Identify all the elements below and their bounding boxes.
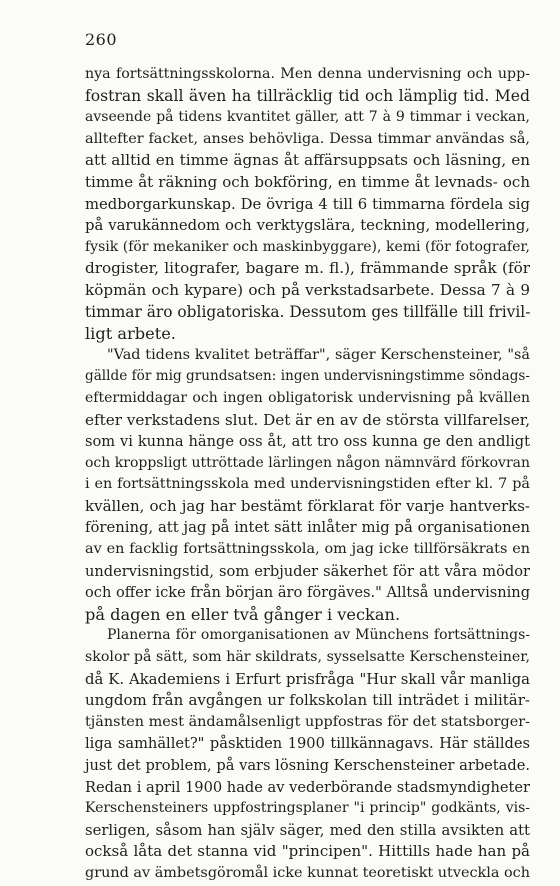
text-line: och kroppsligt uttröttade lärlingen någon nämnvärd förkovran [85, 454, 530, 471]
text-line: förening, att jag på intet sätt inlåter mig på organisationen [85, 519, 530, 537]
text-line: medborgarkunskap. De övriga 4 till 6 timmarna fördela sig [85, 195, 530, 213]
text-line: Redan i april 1900 hade av vederbörande stadsmyndigheter [85, 778, 530, 796]
text-line: ligt arbete. [85, 324, 176, 344]
text-line: och offer icke från början äro förgäves." Alltså undervisning [85, 584, 531, 602]
text-line: ungdom från avgången ur folkskolan till inträdet i militär- [85, 691, 530, 710]
text-line: avseende på tidens kvantitet gäller, att 7 à 9 timmar i veckan, [85, 109, 530, 126]
page-number: 260 [85, 30, 118, 49]
text-line: just det problem, på vars lösning Kerschensteiner arbetade. [85, 757, 530, 774]
text-line: som vi kunna hänge oss åt, att tro oss kunna ge den andligt [85, 433, 530, 451]
text-line: liga samhället?" påsktiden 1900 tillkännagavs. Här ställdes [85, 735, 530, 753]
text-line: serligen, såsom han själv säger, med den stilla avsikten att [85, 821, 530, 839]
text-line: då K. Akademiens i Erfurt prisfråga "Hur skall vår manliga [85, 670, 530, 688]
text-line: gällde för mig grundsatsen: ingen undervisningstimme söndags- [85, 368, 530, 385]
text-line: kvällen, och jag har bestämt förklarat för varje hantverks- [85, 496, 530, 515]
text-line: eftermiddagar och ingen obligatorisk undervisning på kvällen [85, 389, 530, 406]
text-line: "Vad tidens kvalitet beträffar", säger Kerschensteiner, "så [107, 346, 530, 363]
text-line: på varukännedom och verktygslära, teckning, modellering, [85, 217, 530, 235]
text-line: drogister, litografer, bagare m. fl.), främmande språk (för [85, 259, 530, 278]
text-line: av en facklig fortsättningsskola, om jag icke tillförsäkrats en [85, 541, 530, 558]
text-line: fostran skall även ha tillräcklig tid och lämplig tid. Med [85, 86, 530, 105]
text-line: fysik (för mekaniker och maskinbyggare), kemi (för fotografer, [85, 238, 530, 255]
text-line: timme åt räkning och bokföring, en timme åt levnads- och [85, 172, 530, 191]
text-line: efter verkstadens slut. Det är en av de största villfarelser, [85, 410, 531, 429]
text-line: skolor på sätt, som här skildrats, sysselsatte Kerschensteiner, [85, 649, 530, 666]
text-line: köpmän och kypare) och på verkstadsarbete. Dessa 7 à 9 [85, 280, 530, 299]
text-line: grund av ämbetsgöromål icke kunnat teoretiskt utveckla och [85, 864, 531, 881]
text-line: alltefter facket, anses behövliga. Dessa timmar användas så, [85, 130, 530, 147]
body-text [85, 64, 530, 885]
text-line: att alltid en timme ägnas åt affärsuppsats och läsning, en [85, 151, 530, 170]
text-line: Planerna för omorganisationen av Münchens fortsättnings- [107, 627, 530, 644]
text-line: också låta det stanna vid "principen". Hittills hade han på [85, 842, 530, 861]
text-line: timmar äro obligatoriska. Dessutom ges tillfälle till frivil- [85, 302, 531, 321]
text-line: Kerschensteiners uppfostringsplaner "i princip" godkänts, vis- [85, 800, 530, 817]
text-line: på dagen en eller två gånger i veckan. [85, 604, 401, 624]
text-line: undervisningstid, som erbjuder säkerhet för att våra mödor [85, 562, 530, 580]
text-line: i en fortsättningsskola med undervisningstiden efter kl. 7 på [85, 476, 530, 493]
text-line: nya fortsättningsskolorna. Men denna undervisning och upp- [85, 66, 530, 82]
text-line: tjänsten mest ändamålsenligt uppfostras för det statsborger- [85, 713, 530, 730]
